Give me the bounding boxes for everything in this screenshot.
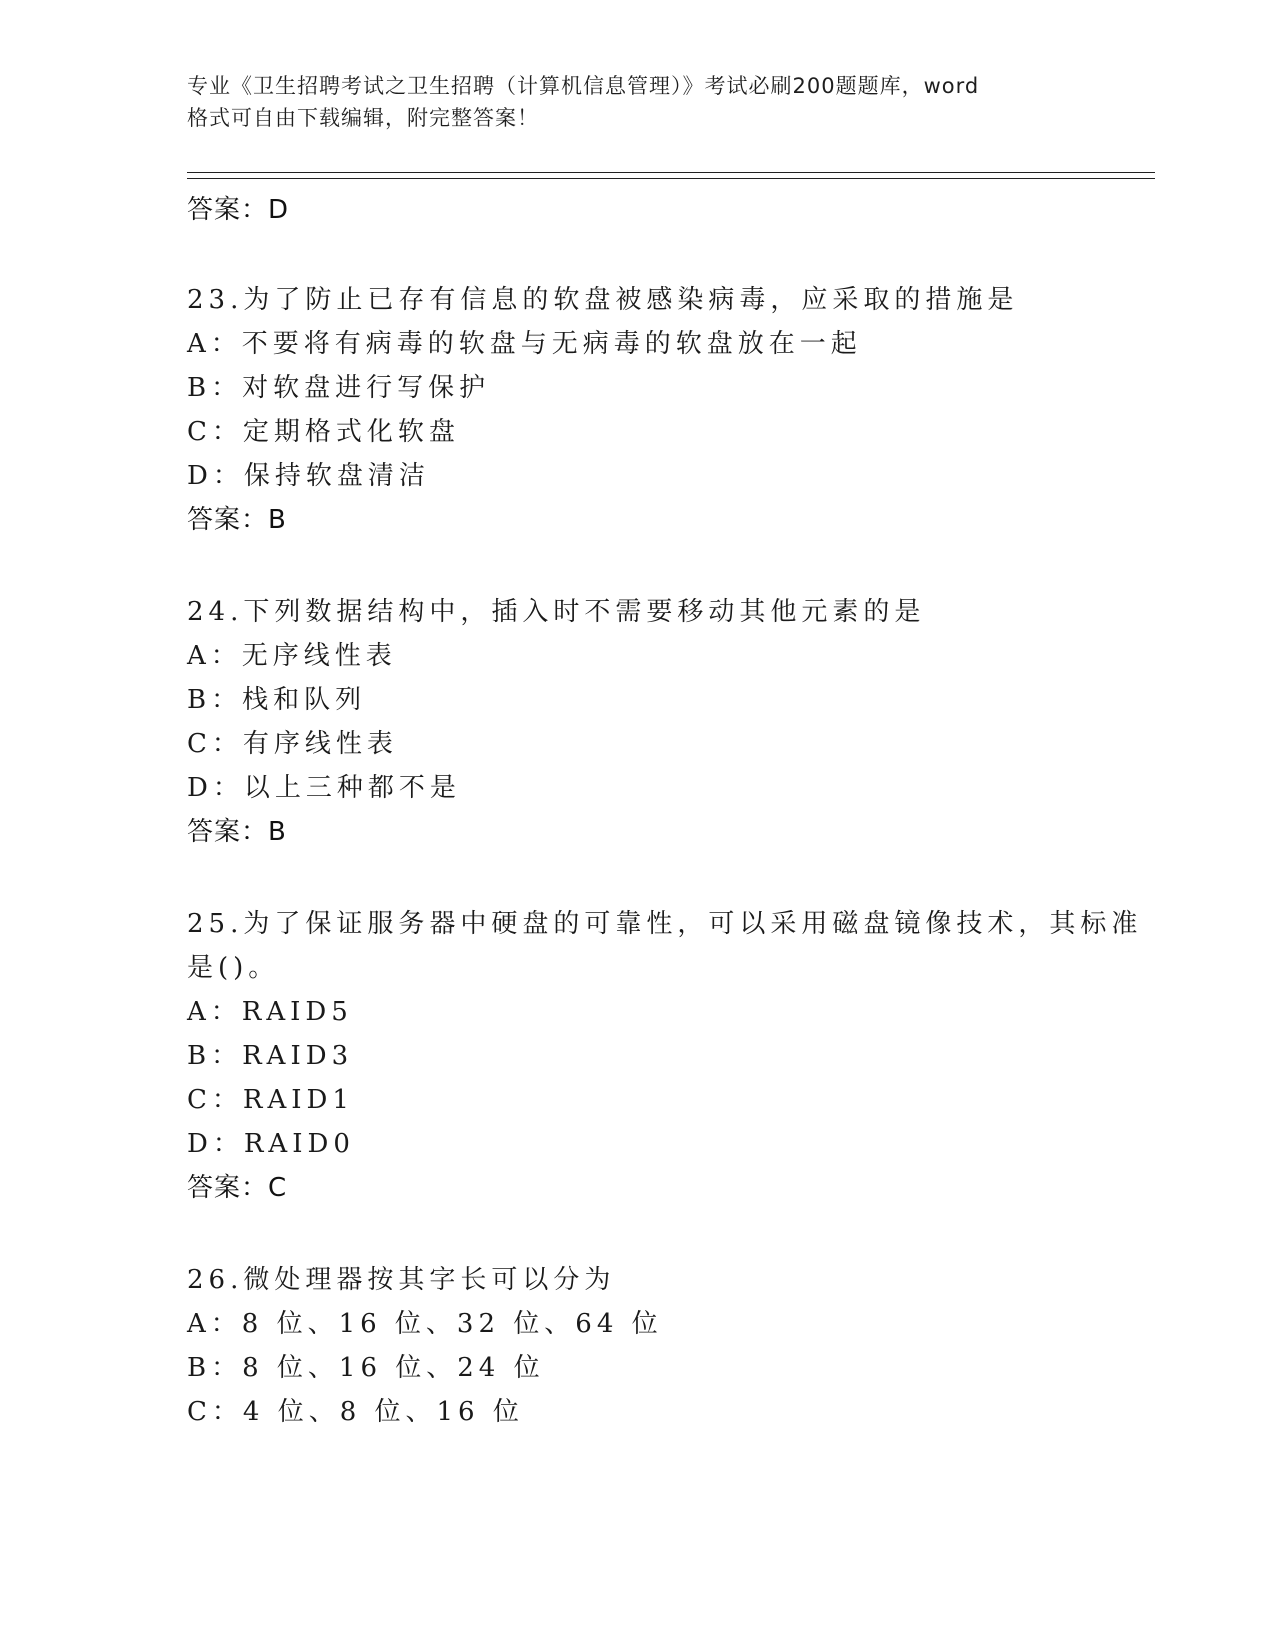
header-title-line-1: 专业《卫生招聘考试之卫生招聘（计算机信息管理）》考试必刷200题题库，word xyxy=(187,74,980,98)
header-rule-bottom xyxy=(187,178,1155,179)
question-26-stem: 26.微处理器按其字长可以分为 xyxy=(187,1265,616,1295)
question-23-option-d: D：保持软盘清洁 xyxy=(187,461,430,491)
question-24-option-c: C：有序线性表 xyxy=(187,729,398,759)
header-title-line-2: 格式可自由下载编辑，附完整答案！ xyxy=(187,106,539,130)
question-25-option-c: C：RAID1 xyxy=(187,1085,354,1115)
question-26-option-c: C：4 位、8 位、16 位 xyxy=(187,1397,524,1427)
question-25-option-d: D：RAID0 xyxy=(187,1129,355,1159)
question-24-option-d: D：以上三种都不是 xyxy=(187,773,461,803)
question-25-option-b: B：RAID3 xyxy=(187,1041,354,1071)
question-24-stem: 24.下列数据结构中，插入时不需要移动其他元素的是 xyxy=(187,597,926,627)
question-24-option-a: A：无序线性表 xyxy=(187,641,397,671)
question-26-option-b: B：8 位、16 位、24 位 xyxy=(187,1353,545,1383)
question-25-option-a: A：RAID5 xyxy=(187,997,353,1027)
question-26-option-a: A：8 位、16 位、32 位、64 位 xyxy=(187,1309,663,1339)
question-25-answer: 答案：C xyxy=(187,1173,288,1203)
question-23-option-b: B：对软盘进行写保护 xyxy=(187,373,491,403)
answer-prev: 答案：D xyxy=(187,195,290,225)
question-25-stem-line-2: 是()。 xyxy=(187,953,280,983)
question-23-answer: 答案：B xyxy=(187,505,287,535)
header-rule-top xyxy=(187,172,1155,173)
question-23-stem: 23.为了防止已存有信息的软盘被感染病毒，应采取的措施是 xyxy=(187,285,1019,315)
question-23-option-c: C：定期格式化软盘 xyxy=(187,417,460,447)
question-24-answer: 答案：B xyxy=(187,817,287,847)
question-24-option-b: B：栈和队列 xyxy=(187,685,367,715)
question-25-stem-line-1: 25.为了保证服务器中硬盘的可靠性，可以采用磁盘镜像技术，其标准 xyxy=(187,909,1143,939)
question-23-option-a: A：不要将有病毒的软盘与无病毒的软盘放在一起 xyxy=(187,329,862,359)
